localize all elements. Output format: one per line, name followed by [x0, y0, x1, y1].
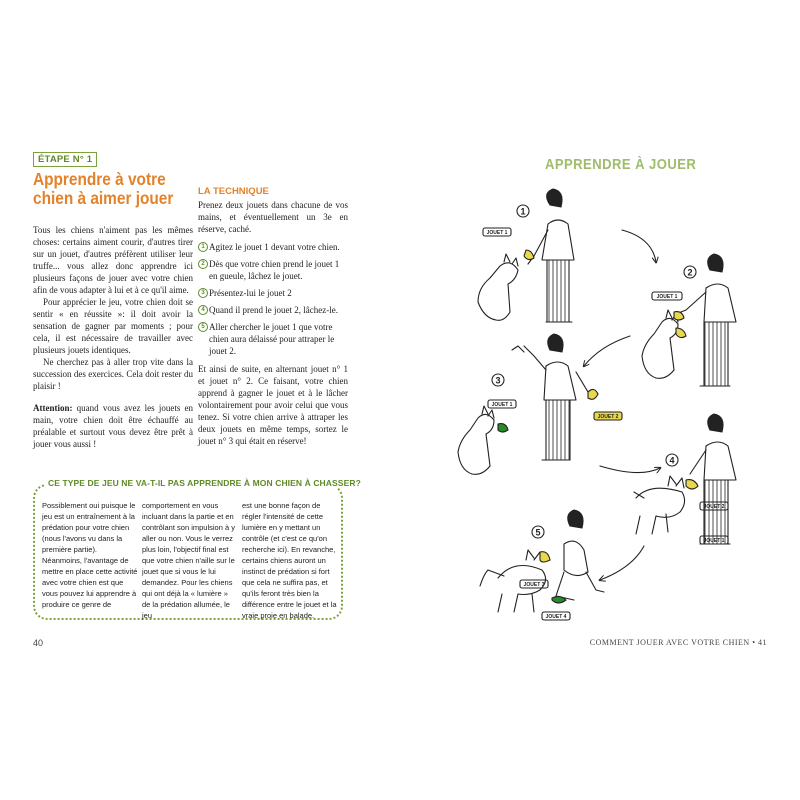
technique-outro: Et ainsi de suite, en alternant jouet n° 1 et jouet n° 2. Ce faisant, votre chien apprend à gagner le jouet et à le lâcher volontairement pour avoir celui que vous tenez. Si votre chien arrive à attraper les deux jouets en même temps, sortez le jouet n° 3 qui était en réserve! [198, 364, 348, 446]
intro-paragraph-3: Ne cherchez pas à aller trop vite dans la succession des exercices. Cela doit rester du plaisir ! [33, 357, 193, 391]
attention-paragraph [33, 402, 193, 450]
toy-tag-1: JOUET 1 [491, 402, 513, 408]
attention-text: quand vous avez les jouets en main, votre chien doit être échauffé au préalable et surtout vous devez être prêt à jouer vous aussi ! [33, 403, 193, 449]
step-number-icon: 1 [198, 242, 208, 252]
question-box-title: CE TYPE DE JEU NE VA-T-IL PAS APPRENDRE À MON CHIEN À CHASSER? [45, 478, 364, 488]
intro-paragraph-1: Tous les chiens n'aiment pas les mêmes choses: certains aiment courir, d'autres tirer sur un jouet, d'autres préfèrent utiliser leur truffe... vous allez donc apprendre ici plusieurs façons de jouer avec votre chien afin de vous adapter à lui et à ce qu'il aime. [33, 225, 193, 295]
intro-column [33, 224, 193, 450]
step-number-icon: 5 [198, 322, 208, 332]
question-box-column-2: comportement en vous incluant dans la partie et en contrôlant son impulsion à y aller ou non. Vous le verrez plus loin, l'objectif final est que votre chien n'aille sur le jouet que si vous le lui demandez. Pour les chiens qui ont déjà la « lumière » de la prédation allumée, le jeu [142, 501, 235, 620]
technique-step: 1 Agitez le jouet 1 devant votre chien. [198, 241, 348, 253]
technique-step: 2 Dès que votre chien prend le jouet 1 en gueule, lâchez le jouet. [198, 258, 348, 282]
toy-tag-1: JOUET 1 [703, 538, 725, 544]
arrow-icon [600, 546, 644, 580]
technique-steps [198, 241, 348, 357]
intro-paragraph-2: Pour apprécier le jeu, votre chien doit se sentir « en réussite »: il doit avoir la sensation de gagner par moments ; pour cela, il est nécessaire de travailler avec plusieurs jouets identiques. [33, 297, 193, 355]
toy-tag-2: JOUET 2 [597, 414, 619, 420]
arrow-icon [600, 466, 660, 473]
toy-tag-1: JOUET 1 [486, 230, 508, 236]
page-title: Apprendre à votre chien à aimer jouer [33, 169, 174, 208]
technique-column [198, 186, 348, 447]
page-footer: COMMENT JOUER AVEC VOTRE CHIEN • 41 [589, 638, 767, 647]
dog-play-illustration [400, 180, 800, 630]
step-number-3: 3 [495, 375, 501, 386]
scene-5 [480, 510, 604, 620]
scene-4 [634, 414, 736, 544]
toy-tag-4: JOUET 4 [545, 614, 567, 620]
scene-1 [478, 189, 574, 322]
question-box-column-3: est une bonne façon de régler l'intensité de cette lumière en y mettant un contrôle (et c'est ce qu'on recherche ici). En revanche, certains chiens auront un instinct de prédation si fort que cela ne suffira pas, et qu'ils feront très bien la différence entre le jouet et la vraie proie en balade. [242, 501, 337, 620]
right-page [400, 0, 800, 800]
toy-tag-1: JOUET 1 [656, 294, 678, 300]
page-number: 40 [33, 638, 44, 648]
step-number-1: 1 [520, 206, 526, 217]
attention-label: Attention: [33, 403, 73, 413]
toy-tag-2: JOUET 2 [703, 504, 725, 510]
step-label: ÉTAPE N° 1 [33, 152, 97, 167]
arrow-icon [622, 230, 656, 262]
technique-intro: Prenez deux jouets dans chacune de vos mains, et éventuellement un 3e en réserve, caché. [198, 200, 348, 234]
question-box-column-1: Possiblement oui puisque le jeu est un entraînement à la prédation pour votre chien (nous l'avons vu dans la première partie). Néanmoins, l'avantage de mettre en place cette activité avec votre chien est que vous pouvez lui apprendre à produire ce genre de [42, 501, 138, 609]
illustration-title: APPRENDRE À JOUER [545, 157, 697, 173]
step-number-4: 4 [669, 455, 675, 466]
arrow-icon [584, 336, 630, 366]
technique-step: 3 Présentez-lui le jouet 2 [198, 287, 348, 299]
step-number-5: 5 [535, 527, 541, 538]
technique-heading: LA TECHNIQUE [198, 186, 269, 197]
scene-3 [458, 334, 622, 474]
technique-step: 4 Quand il prend le jouet 2, lâchez-le. [198, 304, 348, 316]
step-number-icon: 3 [198, 288, 208, 298]
step-number-2: 2 [687, 267, 693, 278]
step-number-icon: 4 [198, 305, 208, 315]
toy-tag-3: JOUET 3 [523, 582, 545, 588]
technique-step: 5 Aller chercher le jouet 1 que votre chien aura délaissé pour attraper le jouet 2. [198, 321, 348, 357]
step-number-icon: 2 [198, 259, 208, 269]
